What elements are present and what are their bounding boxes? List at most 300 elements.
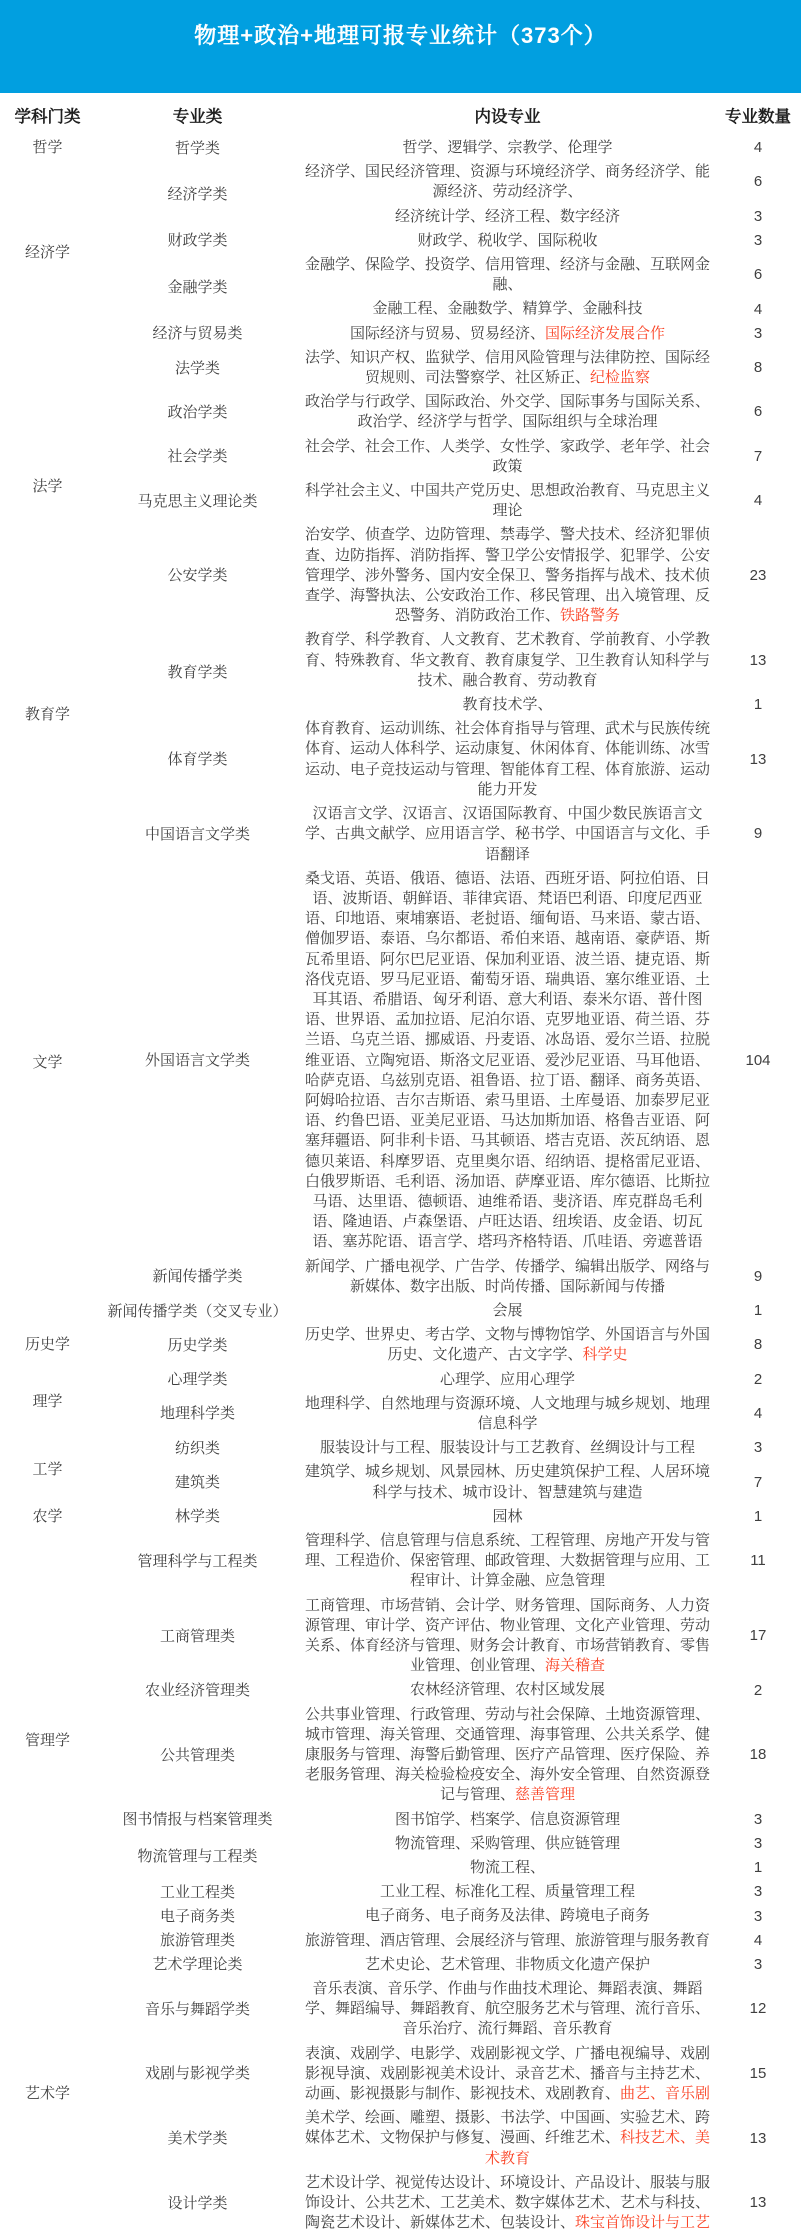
subject-category-label: 工学 (32, 1461, 63, 1479)
majors-list (300, 1505, 715, 1529)
majors-list (300, 628, 715, 693)
majors-list (300, 1323, 715, 1367)
group-rows (300, 1436, 801, 1460)
major-class-label: 新闻传播学类 (152, 1268, 243, 1286)
majors-row (300, 2106, 801, 2171)
category-groups (95, 628, 801, 802)
majors-count: 3 (753, 1810, 763, 1828)
major-class-group (95, 322, 801, 346)
major-class-group (95, 523, 801, 628)
highlighted-major-text: 科技艺术、美术教育 (484, 2129, 711, 2167)
column-header-subject-category: 学科门类 (14, 108, 81, 126)
major-class-group (95, 390, 801, 434)
majors-list (300, 523, 715, 628)
category-groups (95, 1529, 801, 1953)
majors-row (300, 1880, 801, 1904)
majors-row (300, 523, 801, 628)
major-class-label: 新闻传播学类（交叉专业） (107, 1302, 288, 1320)
majors-row (300, 390, 801, 434)
majors-row (300, 346, 801, 390)
major-class-label: 中国语言文学类 (144, 825, 250, 843)
major-class-label: 建筑类 (174, 1474, 220, 1492)
group-rows (300, 2106, 801, 2171)
majors-list (300, 867, 715, 1255)
major-class-label: 农业经济管理类 (144, 1682, 250, 1700)
major-class-group (95, 346, 801, 390)
group-rows (300, 1529, 801, 1594)
major-class-label: 哲学类 (174, 139, 220, 157)
majors-count: 7 (753, 447, 763, 465)
majors-row (300, 1953, 801, 1977)
majors-text: 园林 (492, 1507, 523, 1525)
category-section (0, 1529, 801, 1953)
category-section (0, 346, 801, 629)
major-class-label: 经济学类 (167, 186, 228, 203)
majors-text: 音乐表演、音乐学、作曲与作曲技术理论、舞蹈表演、舞蹈学、舞蹈编导、舞蹈教育、航空服务艺术与管理、流行音乐、音乐治疗、流行舞蹈、音乐教育 (304, 1980, 710, 2038)
major-class-label: 工业工程类 (159, 1883, 235, 1901)
subject-category-label: 理学 (32, 1392, 63, 1410)
majors-list (300, 1808, 715, 1832)
majors-count: 3 (753, 1834, 763, 1852)
group-rows (300, 1299, 801, 1323)
majors-list (300, 1368, 715, 1392)
page-title: 物理+政治+地理可报专业统计（373个） (194, 23, 607, 48)
majors-count: 11 (750, 1552, 766, 1570)
majors-row (300, 1678, 801, 1702)
major-class-label: 心理学类 (167, 1371, 228, 1389)
group-rows (300, 2042, 801, 2107)
majors-count: 4 (753, 1931, 763, 1949)
major-class-label: 管理科学与工程类 (137, 1552, 258, 1570)
major-class-label: 公共管理类 (159, 1746, 235, 1764)
group-rows (300, 479, 801, 523)
majors-row (300, 1977, 801, 2042)
category-section (0, 1505, 801, 1529)
majors-text: 旅游管理、酒店管理、会展经济与管理、旅游管理与服务教育 (304, 1931, 710, 1949)
majors-text: 经济学、国民经济管理、资源与环境经济学、商务经济学、能源经济、劳动经济学、 (304, 163, 710, 201)
major-class-group (95, 1977, 801, 2042)
group-rows (300, 253, 801, 322)
major-class-label: 艺术学理论类 (152, 1956, 243, 1974)
majors-count: 4 (753, 139, 763, 157)
major-class-group (95, 2042, 801, 2107)
group-rows (300, 1368, 801, 1392)
majors-list (300, 2042, 715, 2107)
majors-count: 6 (753, 173, 763, 191)
major-class-group (95, 717, 801, 802)
major-class-label: 物流管理与工程类 (137, 1847, 258, 1865)
major-class-label: 美术学类 (167, 2130, 228, 2148)
majors-count: 4 (753, 1404, 763, 1422)
major-class-label: 图书情报与档案管理类 (122, 1811, 273, 1829)
major-class-label: 政治学类 (167, 403, 228, 421)
majors-count: 18 (749, 1746, 767, 1764)
majors-count: 15 (749, 2064, 767, 2082)
category-groups (95, 346, 801, 629)
subject-category-label: 教育学 (24, 706, 70, 724)
group-rows (300, 1929, 801, 1953)
subject-category-label: 农学 (32, 1507, 63, 1525)
majors-count: 23 (749, 566, 767, 584)
majors-text: 建筑学、城乡规划、风景园林、历史建筑保护工程、人居环境科学与技术、城市设计、智慧建筑与建造 (304, 1463, 710, 1501)
category-section (0, 160, 801, 346)
majors-count: 13 (749, 651, 767, 669)
majors-count: 7 (753, 1473, 763, 1491)
majors-text: 经济统计学、经济工程、数字经济 (394, 207, 620, 225)
majors-count: 4 (753, 492, 763, 510)
category-groups (95, 136, 801, 160)
major-class-label: 电子商务类 (159, 1908, 235, 1926)
major-class-group (95, 1529, 801, 1594)
majors-count: 2 (753, 1370, 763, 1388)
subject-category-label: 经济学 (24, 244, 70, 262)
majors-count: 8 (753, 1336, 763, 1354)
group-rows (300, 717, 801, 802)
majors-list (300, 322, 715, 346)
majors-count: 13 (749, 2194, 767, 2212)
group-rows (300, 1904, 801, 1928)
major-class-label: 纺织类 (174, 1439, 220, 1457)
majors-text: 艺术设计学、视觉传达设计、环境设计、产品设计、服装与服饰设计、公共艺术、工艺美术、数字媒体艺术、艺术与科技、陶瓷艺术设计、新媒体艺术、包装设计、 (304, 2173, 710, 2232)
majors-text: 图书馆学、档案学、信息资源管理 (394, 1810, 620, 1828)
category-groups (95, 160, 801, 346)
group-rows (300, 1808, 801, 1832)
highlighted-major-text: 曲艺、音乐剧 (620, 2085, 711, 2103)
majors-text: 哲学、逻辑学、宗教学、伦理学 (402, 139, 613, 156)
major-class-group (95, 435, 801, 479)
majors-row (300, 717, 801, 802)
majors-text: 表演、戏剧学、电影学、戏剧影视文学、广播电视编导、戏剧影视导演、戏剧影视美术设计、录音艺术、播音与主持艺术、动画、影视摄影与制作、影视技术、戏剧教育、 (304, 2044, 710, 2103)
majors-list (300, 1929, 715, 1953)
column-header-included-majors: 内设专业 (474, 108, 541, 126)
major-class-label: 公安学类 (167, 567, 228, 585)
majors-row (300, 2042, 801, 2107)
major-class-group (95, 1368, 801, 1392)
majors-row (300, 628, 801, 693)
majors-count: 3 (753, 1955, 763, 1973)
major-class-group (95, 2106, 801, 2171)
majors-list (300, 136, 715, 160)
majors-count: 2 (753, 1681, 763, 1699)
majors-list (300, 253, 715, 297)
majors-count: 3 (753, 207, 763, 225)
majors-row (300, 1505, 801, 1529)
major-class-group (95, 136, 801, 160)
major-class-group (95, 1929, 801, 1953)
subject-category-label: 文学 (32, 1053, 63, 1071)
majors-text: 财政学、税收学、国际税收 (417, 231, 598, 249)
majors-text: 金融工程、金融数学、精算学、金融科技 (372, 300, 643, 318)
majors-list (300, 1460, 715, 1504)
major-class-group (95, 229, 801, 253)
group-rows (300, 229, 801, 253)
majors-row (300, 1392, 801, 1436)
majors-text: 治安学、侦查学、边防管理、禁毒学、警犬技术、经济犯罪侦查、边防指挥、消防指挥、警卫学公安情报学、犯罪学、公安管理学、涉外警务、国内安全保卫、警务指挥与战术、技术侦查学、海警执法、公安政治工作、移民管理、出入境管理、反恐警务、消防政治工作、 (304, 526, 710, 625)
majors-row (300, 1832, 801, 1856)
majors-list (300, 229, 715, 253)
majors-row (300, 1904, 801, 1928)
majors-row (300, 229, 801, 253)
majors-text: 物流工程、 (469, 1859, 545, 1877)
category-groups (95, 1436, 801, 1505)
majors-count: 17 (749, 1627, 767, 1645)
major-class-group (95, 1255, 801, 1299)
majors-row (300, 1856, 801, 1880)
major-class-label: 财政学类 (167, 232, 228, 250)
group-rows (300, 867, 801, 1255)
category-groups (95, 1505, 801, 1529)
major-class-label: 经济与贸易类 (152, 325, 243, 343)
column-header-row (0, 93, 801, 136)
major-class-label: 金融学类 (167, 278, 228, 296)
majors-row (300, 1808, 801, 1832)
majors-list (300, 1856, 715, 1880)
majors-list (300, 2171, 715, 2236)
major-class-group (95, 1678, 801, 1702)
majors-list (300, 390, 715, 434)
group-rows (300, 1977, 801, 2042)
majors-text: 历史学、世界史、考古学、文物与博物馆学、外国语言与外国历史、文化遗产、古文字学、 (304, 1326, 710, 1364)
majors-list (300, 1529, 715, 1594)
majors-list (300, 1392, 715, 1436)
majors-row (300, 1594, 801, 1679)
majors-text: 体育教育、运动训练、社会体育指导与管理、武术与民族传统体育、运动人体科学、运动康复、休闲体育、体能训练、冰雪运动、电子竞技运动与管理、智能体育工程、体育旅游、运动能力开发 (304, 720, 710, 798)
category-section (0, 136, 801, 160)
major-class-group (95, 1953, 801, 1977)
majors-row (300, 479, 801, 523)
category-section (0, 1323, 801, 1367)
column-header-major-class: 专业类 (172, 108, 223, 126)
major-class-group (95, 1880, 801, 1904)
category-section (0, 802, 801, 1323)
group-rows (300, 1832, 801, 1880)
major-class-label: 马克思主义理论类 (137, 492, 258, 510)
majors-text: 农林经济管理、农村区域发展 (409, 1681, 605, 1699)
highlighted-major-text: 海关稽查 (545, 1657, 606, 1675)
majors-list (300, 1436, 715, 1460)
group-rows (300, 136, 801, 160)
major-class-label: 设计学类 (167, 2194, 228, 2212)
majors-list (300, 802, 715, 867)
majors-row (300, 1323, 801, 1367)
title-banner (0, 0, 801, 93)
majors-row (300, 867, 801, 1255)
majors-count: 1 (753, 1859, 763, 1877)
major-class-group (95, 1703, 801, 1808)
subject-category-label: 管理学 (24, 1731, 70, 1749)
highlighted-major-text: 珠宝首饰设计与工艺 (575, 2214, 711, 2232)
majors-count: 6 (753, 266, 763, 284)
majors-text: 公共事业管理、行政管理、劳动与社会保障、土地资源管理、城市管理、海关管理、交通管理、海事管理、公共关系学、健康服务与管理、海警后勤管理、医疗产品管理、医疗保险、养老服务管理、海关检验检疫安全、海外安全管理、自然资源登记与管理、 (304, 1705, 710, 1804)
majors-count: 9 (753, 825, 763, 843)
major-class-group (95, 1392, 801, 1436)
majors-row (300, 2171, 801, 2236)
major-class-group (95, 2171, 801, 2236)
category-groups (95, 802, 801, 1323)
major-class-group (95, 867, 801, 1255)
major-class-group (95, 1904, 801, 1928)
majors-count: 3 (753, 1907, 763, 1925)
category-groups (95, 1368, 801, 1437)
majors-text: 会展 (492, 1301, 523, 1319)
majors-list (300, 297, 715, 321)
major-class-label: 音乐与舞蹈学类 (144, 2000, 250, 2018)
column-header-major-count: 专业数量 (725, 108, 791, 126)
majors-text: 地理科学、自然地理与资源环境、人文地理与城乡规划、地理信息科学 (304, 1394, 710, 1432)
major-class-label: 林学类 (174, 1508, 220, 1526)
category-section (0, 628, 801, 802)
majors-text: 国际经济与贸易、贸易经济、 (349, 324, 545, 342)
group-rows (300, 1323, 801, 1367)
majors-list (300, 693, 715, 717)
major-class-group (95, 253, 801, 322)
majors-row (300, 1703, 801, 1808)
majors-text: 艺术史论、艺术管理、非物质文化遗产保护 (364, 1955, 650, 1973)
majors-count: 8 (753, 359, 763, 377)
majors-list (300, 346, 715, 390)
major-class-label: 地理科学类 (159, 1405, 235, 1423)
majors-text: 教育学、科学教育、人文教育、艺术教育、学前教育、小学教育、特殊教育、华文教育、教育康复学、卫生教育认知科学与技术、融合教育、劳动教育 (304, 631, 710, 689)
majors-text: 桑戈语、英语、俄语、德语、法语、西班牙语、阿拉伯语、日语、波斯语、朝鲜语、菲律宾语、梵语巴利语、印度尼西亚语、印地语、柬埔寨语、老挝语、缅甸语、马来语、蒙古语、僧伽罗语、泰语、乌尔都语、希伯来语、越南语、豪萨语、斯瓦希里语、阿尔巴尼亚语、保加利亚语、波兰语、捷克语、斯洛伐克语、罗马尼亚语、葡萄牙语、瑞典语、塞尔维亚语、土耳其语、希腊语、匈牙利语、意大利语、泰米尔语、普什图语、世界语、孟加拉语、尼泊尔语、克罗地亚语、荷兰语、芬兰语、乌克兰语、挪威语、丹麦语、冰岛语、爱尔兰语、拉脱维亚语、立陶宛语、斯洛文尼亚语、爱沙尼亚语、马耳他语、哈萨克语、乌兹别克语、祖鲁语、拉丁语、翻译、商务英语、阿姆哈拉语、吉尔吉斯语、索马里语、土库曼语、加泰罗尼亚语、约鲁巴语、亚美尼亚语、马达加斯加语、格鲁吉亚语、阿塞拜疆语、阿非利卡语、马其顿语、塔吉克语、茨瓦纳语、恩德贝莱语、科摩罗语、克里奥尔语、绍纳语、提格雷尼亚语、白俄罗斯语、毛利语、汤加语、萨摩亚语、库尔德语、比斯拉马语、达里语、德顿语、迪维希语、斐济语、库克群岛毛利语、隆迪语、卢森堡语、卢旺达语、纽埃语、皮金语、切瓦语、塞苏陀语、语言学、塔玛齐格特语、爪哇语、旁遮普语 (304, 869, 710, 1251)
majors-text: 电子商务、电子商务及法律、跨境电子商务 (364, 1907, 650, 1925)
group-rows (300, 1460, 801, 1504)
majors-count: 104 (745, 1051, 771, 1069)
majors-list (300, 1594, 715, 1679)
highlighted-major-text: 铁路警务 (560, 607, 621, 625)
category-section (0, 1953, 801, 2236)
majors-count: 3 (753, 1883, 763, 1901)
group-rows (300, 1953, 801, 1977)
majors-text: 社会学、社会工作、人类学、女性学、家政学、老年学、社会政策 (304, 437, 710, 475)
major-class-group (95, 1299, 801, 1323)
group-rows (300, 435, 801, 479)
majors-list (300, 717, 715, 802)
group-rows (300, 1594, 801, 1679)
majors-row (300, 802, 801, 867)
major-class-label: 历史学类 (167, 1336, 228, 1354)
majors-text: 金融学、保险学、投资学、信用管理、经济与金融、互联网金融、 (304, 256, 710, 294)
majors-list (300, 1977, 715, 2042)
majors-row (300, 1368, 801, 1392)
major-class-label: 工商管理类 (159, 1627, 235, 1645)
majors-count: 9 (753, 1267, 763, 1285)
majors-text: 新闻学、广播电视学、广告学、传播学、编辑出版学、网络与新媒体、数字出版、时尚传播、国际新闻与传播 (304, 1257, 710, 1295)
majors-list (300, 1953, 715, 1977)
majors-row (300, 435, 801, 479)
majors-row (300, 136, 801, 160)
subject-category-label: 哲学 (32, 139, 63, 157)
major-class-group (95, 628, 801, 717)
subject-category-label: 历史学 (24, 1336, 70, 1354)
majors-row (300, 160, 801, 204)
group-rows (300, 2171, 801, 2236)
majors-row (300, 1436, 801, 1460)
major-class-group (95, 1505, 801, 1529)
majors-count: 3 (753, 1439, 763, 1457)
group-rows (300, 523, 801, 628)
category-groups (95, 1953, 801, 2236)
majors-text: 服装设计与工程、服装设计与工艺教育、丝绸设计与工程 (319, 1439, 695, 1457)
majors-text: 科学社会主义、中国共产党历史、思想政治教育、马克思主义理论 (304, 482, 710, 520)
highlighted-major-text: 科学史 (582, 1346, 628, 1364)
major-class-label: 旅游管理类 (159, 1932, 235, 1950)
majors-count: 1 (753, 1302, 763, 1320)
group-rows (300, 346, 801, 390)
majors-row (300, 1299, 801, 1323)
category-section (0, 1436, 801, 1505)
highlighted-major-text: 纪检监察 (590, 369, 651, 387)
major-class-group (95, 1594, 801, 1679)
group-rows (300, 1678, 801, 1702)
majors-list (300, 1880, 715, 1904)
majors-text: 管理科学、信息管理与信息系统、工程管理、房地产开发与管理、工程造价、保密管理、邮政管理、大数据管理与应用、工程审计、计算金融、应急管理 (304, 1532, 710, 1590)
highlighted-major-text: 慈善管理 (515, 1786, 576, 1804)
subject-category-label: 法学 (32, 478, 63, 496)
majors-list (300, 1904, 715, 1928)
majors-count: 1 (753, 1507, 763, 1525)
majors-row (300, 1255, 801, 1299)
group-rows (300, 1255, 801, 1299)
majors-text: 法学、知识产权、监狱学、信用风险管理与法律防控、国际经贸规则、司法警察学、社区矫正、 (304, 348, 710, 387)
table-body (0, 136, 801, 2236)
majors-row (300, 693, 801, 717)
majors-row (300, 322, 801, 346)
category-section (0, 1368, 801, 1437)
majors-row (300, 1529, 801, 1594)
majors-count: 1 (753, 696, 763, 714)
majors-count: 3 (753, 231, 763, 249)
major-class-group (95, 1323, 801, 1367)
majors-text: 政治学与行政学、国际政治、外交学、国际事务与国际关系、政治学、经济学与哲学、国际组织与全球治理 (304, 393, 710, 431)
major-class-group (95, 1832, 801, 1880)
majors-list (300, 1832, 715, 1856)
group-rows (300, 802, 801, 867)
category-groups (95, 1323, 801, 1367)
majors-list (300, 160, 715, 204)
major-class-group (95, 160, 801, 229)
group-rows (300, 1880, 801, 1904)
majors-text: 教育技术学、 (462, 696, 553, 714)
major-class-group (95, 479, 801, 523)
majors-list (300, 435, 715, 479)
major-class-label: 教育学类 (167, 664, 228, 682)
subject-category-label: 艺术学 (24, 2085, 70, 2103)
majors-row (300, 253, 801, 297)
majors-row (300, 1460, 801, 1504)
majors-list (300, 2106, 715, 2171)
majors-count: 3 (753, 324, 763, 342)
majors-list (300, 1703, 715, 1808)
majors-row (300, 1929, 801, 1953)
majors-count: 13 (749, 750, 767, 768)
group-rows (300, 1703, 801, 1808)
major-class-label: 法学类 (174, 359, 220, 377)
majors-count: 13 (749, 2129, 767, 2147)
major-class-label: 体育学类 (167, 751, 228, 769)
majors-row (300, 297, 801, 321)
major-class-label: 戏剧与影视学类 (144, 2065, 250, 2083)
major-class-label: 外国语言文学类 (144, 1052, 250, 1070)
group-rows (300, 1392, 801, 1436)
group-rows (300, 160, 801, 229)
major-class-group (95, 1808, 801, 1832)
group-rows (300, 322, 801, 346)
group-rows (300, 628, 801, 717)
majors-list (300, 1678, 715, 1702)
majors-count: 12 (749, 2000, 767, 2018)
majors-text: 物流管理、采购管理、供应链管理 (394, 1834, 620, 1852)
majors-text: 美术学、绘画、雕塑、摄影、书法学、中国画、实验艺术、跨媒体艺术、文物保护与修复、漫画、纤维艺术、 (304, 2109, 710, 2147)
